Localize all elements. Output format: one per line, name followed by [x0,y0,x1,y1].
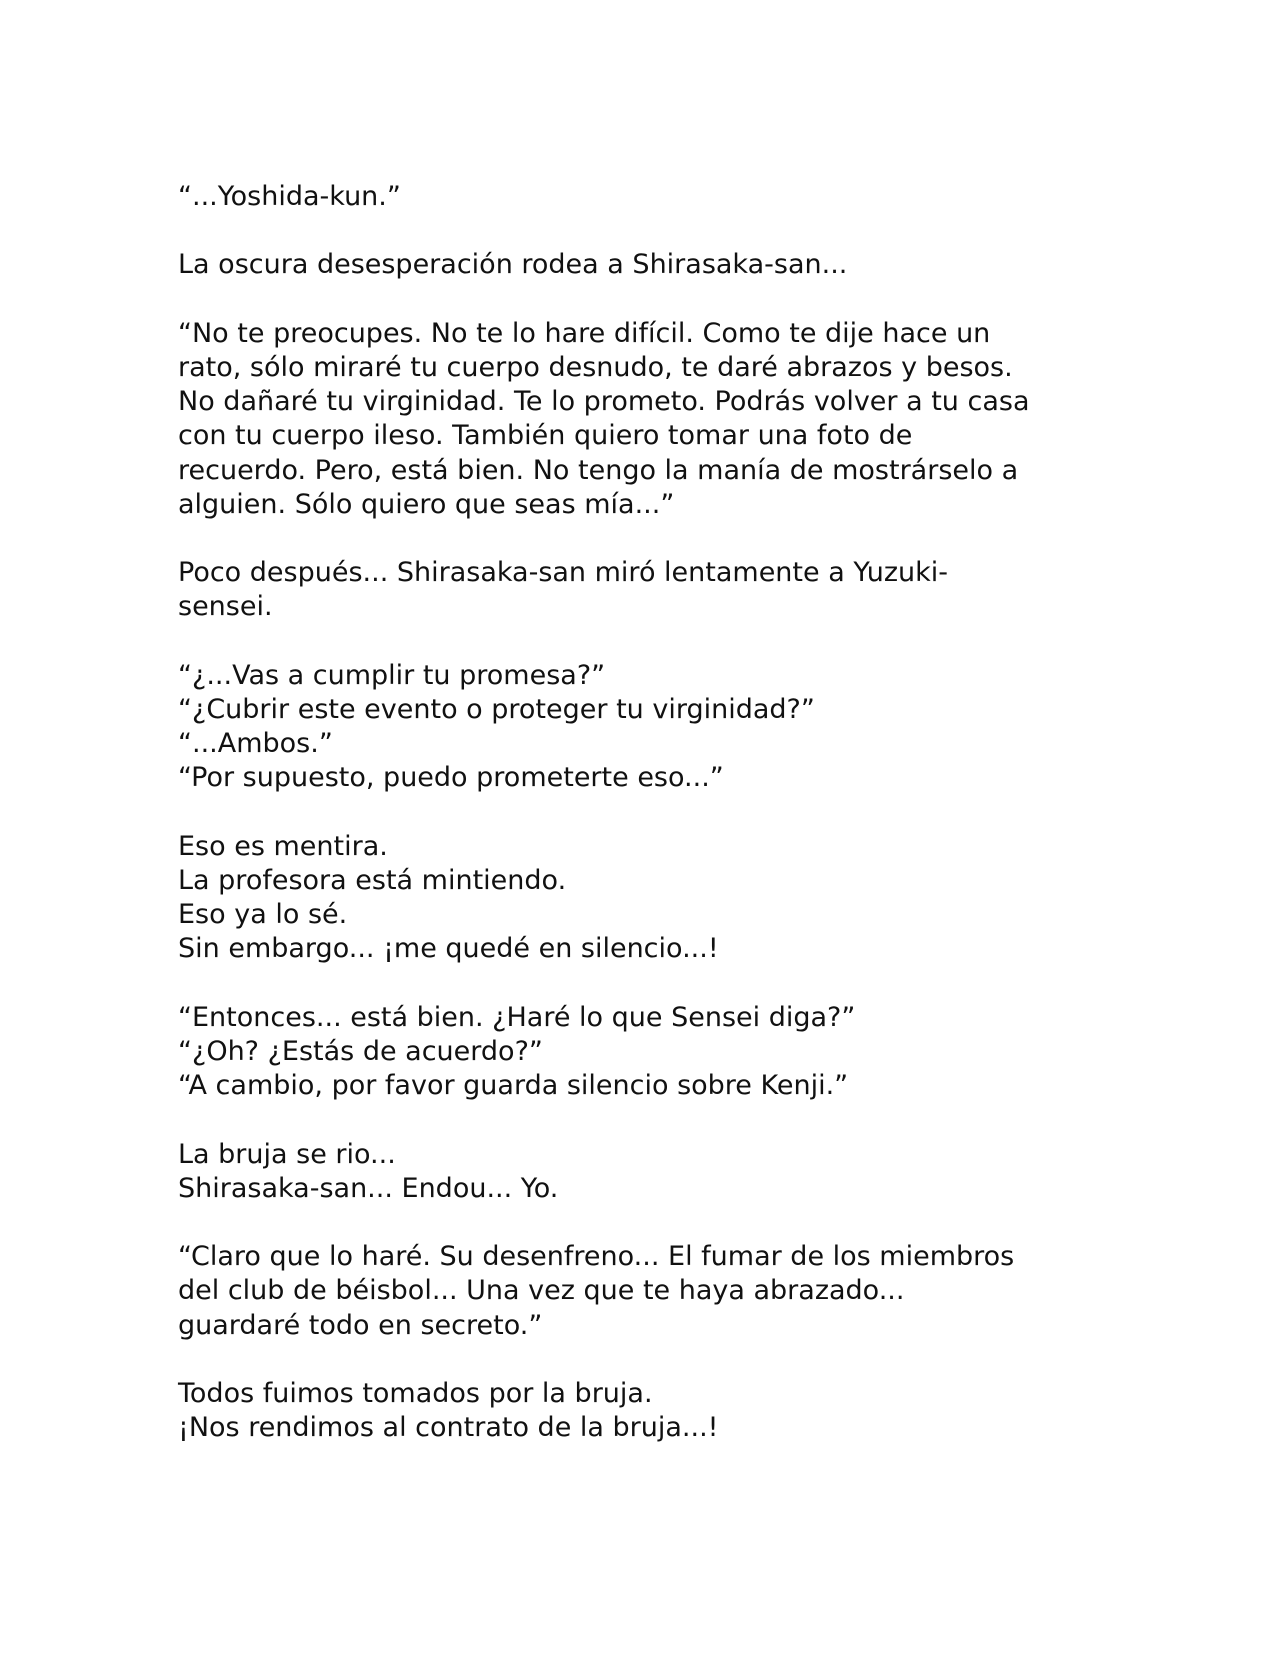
paragraph [178,180,1118,214]
text-line: “No te preocupes. No te lo hare difícil. Como te dije hace un [178,317,991,349]
text-line: La oscura desesperación rodea a Shirasaka-san... [178,249,848,281]
text-line: con tu cuerpo ileso. También quiero tomar una foto de [178,420,913,452]
text-line: rato, sólo miraré tu cuerpo desnudo, te daré abrazos y besos. [178,351,1013,383]
paragraph [178,1240,1118,1343]
paragraph [178,1001,1118,1104]
text-line: “¿Cubrir este evento o proteger tu virginidad?” [178,693,815,725]
text-line: Sin embargo... ¡me quedé en silencio...! [178,933,719,965]
paragraph [178,1377,1118,1445]
text-line: “Claro que lo haré. Su desenfreno... El fumar de los miembros [178,1241,1015,1273]
text-line: “...Yoshida-kun.” [178,181,401,212]
text-line: “¿Oh? ¿Estás de acuerdo?” [178,1035,543,1067]
text-line: Poco después... Shirasaka-san miró lentamente a Yuzuki- [178,557,949,589]
text-line: No dañaré tu virginidad. Te lo prometo. Podrás volver a tu casa [178,386,1030,418]
text-line: “A cambio, por favor guarda silencio sobre Kenji.” [178,1070,849,1102]
paragraph [178,830,1118,967]
text-line: recuerdo. Pero, está bien. No tengo la manía de mostrárselo a [178,454,1019,486]
text-line: alguien. Sólo quiero que seas mía...” [178,488,675,520]
paragraph [178,1138,1118,1206]
text-line: Todos fuimos tomados por la bruja. [178,1377,653,1409]
text-line: La bruja se rio... [178,1138,396,1170]
paragraph [178,248,1118,282]
text-line: Eso ya lo sé. [178,899,348,931]
text-line: Eso es mentira. [178,830,388,862]
text-line: ¡Nos rendimos al contrato de la bruja...! [178,1412,719,1444]
text-line: La profesora está mintiendo. [178,864,567,896]
text-line: “Por supuesto, puedo prometerte eso...” [178,762,724,794]
text-line: “...Ambos.” [178,728,333,760]
text-line: del club de béisbol... Una vez que te haya abrazado... [178,1275,905,1307]
paragraph [178,556,1118,624]
text-line: Shirasaka-san... Endou... Yo. [178,1172,559,1204]
text-line: sensei. [178,591,273,623]
paragraph [178,659,1118,796]
text-line: “¿...Vas a cumplir tu promesa?” [178,659,606,691]
paragraph [178,317,1118,522]
document-body [178,180,1118,1445]
text-line: “Entonces... está bien. ¿Haré lo que Sensei diga?” [178,1001,856,1033]
text-line: guardaré todo en secreto.” [178,1309,543,1341]
